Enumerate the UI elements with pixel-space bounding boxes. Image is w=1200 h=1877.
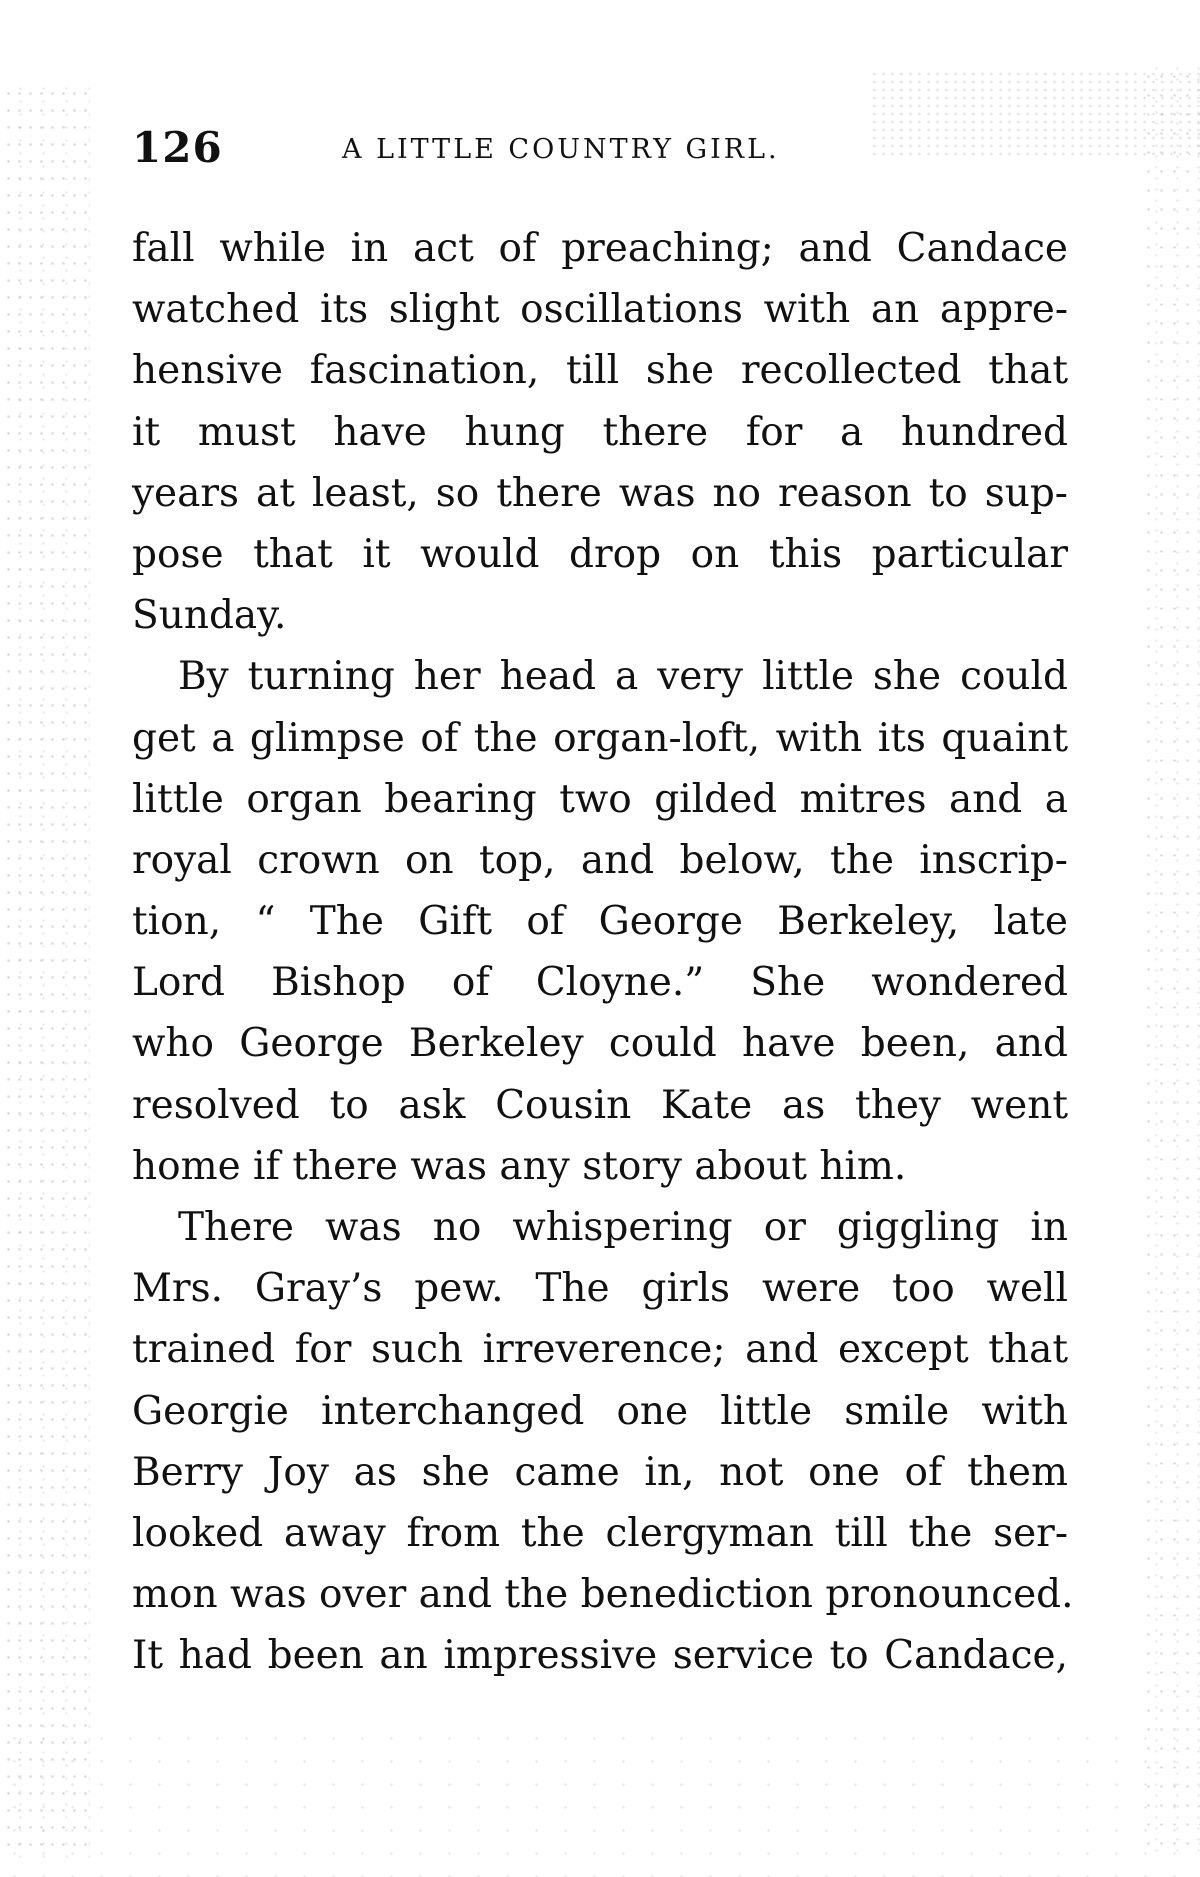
page-number: 126 [132,123,223,172]
text-line: Berry Joy as she came in, not one of them [132,1449,1068,1495]
scan-speckle-right [1140,60,1200,1860]
running-title: A LITTLE COUNTRY GIRL. [342,134,780,165]
paragraph-1 [132,218,1068,646]
paragraph-2 [132,646,1068,1197]
text-line: hensive fascination, till she recollected that [132,348,1068,394]
scan-speckle-bottom [0,1727,1200,1877]
text-line: By turning her head a very little she could [178,654,1068,700]
text-line: little organ bearing two gilded mitres and a [132,776,1068,822]
text-line: mon was over and the benediction pronounced. [132,1572,1074,1618]
paragraph-3 [132,1197,1074,1687]
body-text [132,218,1074,1687]
text-line: it must have hung there for a hundred [132,409,1068,455]
text-line: pose that it would drop on this particular [132,531,1068,577]
text-line: Georgie interchanged one little smile with [132,1388,1068,1434]
text-line: home if there was any story about him. [132,1143,907,1189]
text-line: watched its slight oscillations with an appre- [132,287,1068,333]
text-line: Lord Bishop of Cloyne.” She wondered [132,960,1068,1006]
text-line: Mrs. Gray’s pew. The girls were too well [132,1266,1068,1312]
text-line: fall while in act of preaching; and Candace [132,226,1068,271]
text-line: looked away from the clergyman till the ser- [132,1510,1068,1556]
text-line: Sunday. [132,593,287,639]
text-line: tion, “ The Gift of George Berkeley, late [132,899,1068,945]
text-line: who George Berkeley could have been, and [132,1021,1068,1067]
text-line: resolved to ask Cousin Kate as they went [132,1082,1068,1128]
scan-speckle-left [0,80,90,1860]
text-line: get a glimpse of the organ-loft, with its quaint [132,715,1068,761]
page-header [132,118,1072,178]
text-line: trained for such irreverence; and except that [132,1327,1068,1373]
text-line: There was no whispering or giggling in [178,1205,1068,1250]
text-line: years at least, so there was no reason to sup- [132,470,1068,516]
text-line: royal crown on top, and below, the inscrip- [132,837,1068,883]
text-line: It had been an impressive service to Candace, [132,1633,1068,1679]
